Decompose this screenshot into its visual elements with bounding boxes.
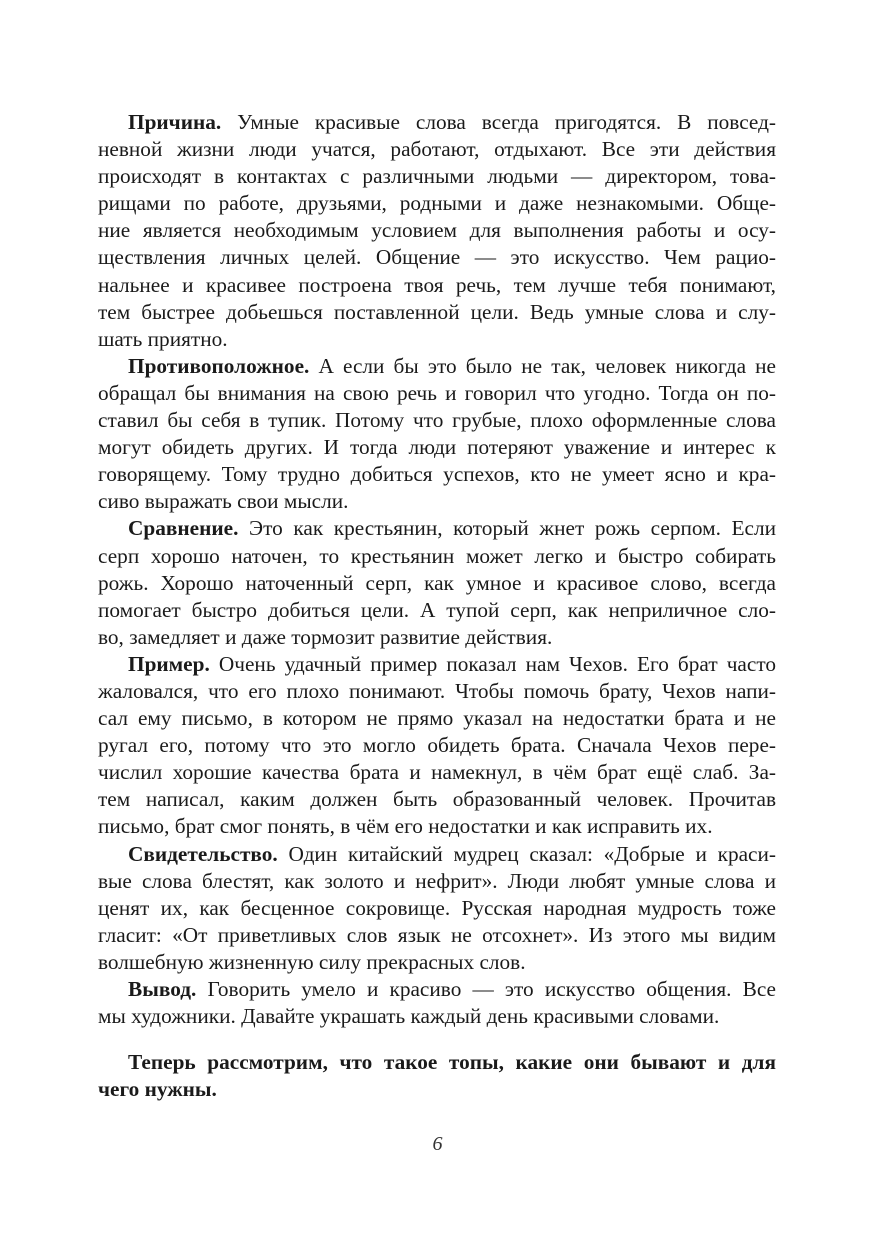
- paragraph-line: [98, 515, 776, 542]
- paragraph-line: шать приятно.: [98, 326, 228, 351]
- paragraph-line: [98, 353, 776, 380]
- paragraph-line: говорящему. Тому трудно добиться успехов, кто не умеет ясно и кра-: [98, 462, 776, 487]
- paragraph-line: [98, 841, 776, 868]
- paragraph-line-text: Очень удачный пример показал нам Чехов. Его брат часто: [209, 651, 776, 676]
- paragraph-line: [98, 651, 776, 678]
- paragraph-line: мы художники. Давайте украшать каждый день красивыми словами.: [98, 1004, 720, 1029]
- paragraph-line: сиво выражать свои мысли.: [98, 489, 349, 514]
- paragraph-line: вые слова блестят, как золото и нефрит». Люди любят умные слова и: [98, 868, 776, 893]
- heading-line: Теперь рассмотрим, что такое топы, какие они бывают и для: [128, 1050, 776, 1074]
- paragraph-line: ществления личных целей. Общение — это искусство. Чем рацио-: [98, 245, 776, 270]
- section-transition-heading: [98, 1049, 776, 1103]
- paragraph-line: происходят в контактах с различными людьми — директором, това-: [98, 164, 776, 189]
- paragraph-line: ставил бы себя в тупик. Потому что грубые, плохо оформленные слова: [98, 408, 776, 433]
- paragraph-line-text: Один китайский мудрец сказал: «Добрые и краси-: [277, 841, 776, 866]
- paragraph-conclusion: [98, 976, 776, 1030]
- paragraph-line: числил хорошие качества брата и намекнул, в чём брат ещё слаб. За-: [98, 760, 776, 785]
- paragraph-line: невной жизни люди учатся, работают, отдыхают. Все эти действия: [98, 137, 776, 162]
- paragraph-line: жаловался, что его плохо понимают. Чтобы помочь брату, Чехов напи-: [98, 678, 776, 703]
- paragraph-term: Свидетельство.: [128, 841, 278, 866]
- paragraph-line: письмо, брат смог понять, в чём его недостатки и как исправить их.: [98, 814, 713, 839]
- paragraph-testimony: [98, 841, 776, 976]
- paragraph-line: рожь. Хорошо наточенный серп, как умное и красивое слово, всегда: [98, 570, 776, 595]
- paragraph-line: [98, 109, 776, 136]
- paragraph-line: серп хорошо наточен, то крестьянин может легко и быстро собирать: [98, 543, 776, 568]
- page-number: 6: [432, 1133, 443, 1155]
- paragraph-line: сал ему письмо, в котором не прямо указал на недостатки брата и не: [98, 706, 776, 731]
- paragraph-line: тем быстрее добьешься поставленной цели. Ведь умные слова и слу-: [98, 299, 776, 324]
- paragraph-line: обращал бы внимания на свою речь и говорил что угодно. Тогда он по-: [98, 380, 776, 405]
- paragraph-term: Вывод.: [128, 977, 197, 1001]
- paragraph-line: ние является необходимым условием для выполнения работы и осу-: [98, 218, 776, 243]
- paragraph-line: [98, 976, 776, 1003]
- paragraph-line: ругал его, потому что это могло обидеть брата. Сначала Чехов пере-: [98, 733, 776, 758]
- paragraph-line: нальнее и красивее построена твоя речь, тем лучше тебя понимают,: [98, 272, 776, 297]
- main-text: [98, 109, 776, 1030]
- paragraph-line-text: Умные красивые слова всегда пригодятся. В повсед-: [221, 110, 776, 134]
- paragraph-opposite: [98, 353, 776, 516]
- paragraph-term: Сравнение.: [128, 516, 239, 541]
- paragraph-comparison: [98, 515, 776, 650]
- paragraph-line: ценят их, как бесценное сокровище. Русская народная мудрость тоже: [98, 895, 776, 920]
- paragraph-term: Причина.: [128, 110, 222, 134]
- paragraph-example: [98, 651, 776, 841]
- paragraph-line-text: Это как крестьянин, который жнет рожь серпом. Если: [238, 516, 776, 541]
- heading-line: чего нужны.: [98, 1077, 217, 1102]
- paragraph-term: Пример.: [128, 651, 210, 676]
- paragraph-line: во, замедляет и даже тормозит развитие действия.: [98, 624, 553, 649]
- paragraph-line: тем написал, каким должен быть образованный человек. Прочитав: [98, 787, 776, 812]
- paragraph-line-text: Говорить умело и красиво — это искусство общения. Все: [196, 977, 776, 1001]
- paragraph-line-text: А если бы это было не так, человек никогда не: [309, 353, 776, 378]
- paragraph-reason: [98, 109, 776, 353]
- paragraph-line: волшебную жизненную силу прекрасных слов.: [98, 949, 526, 974]
- paragraph-term: Противоположное.: [128, 353, 310, 378]
- paragraph-line: могут обидеть других. И тогда люди потеряют уважение и интерес к: [98, 435, 776, 460]
- paragraph-line: гласит: «От приветливых слов язык не отсохнет». Из этого мы видим: [98, 922, 776, 947]
- paragraph-line: рищами по работе, друзьями, родными и даже незнакомыми. Обще-: [98, 191, 776, 216]
- paragraph-line: помогает быстро добиться цели. А тупой серп, как неприличное сло-: [98, 597, 776, 622]
